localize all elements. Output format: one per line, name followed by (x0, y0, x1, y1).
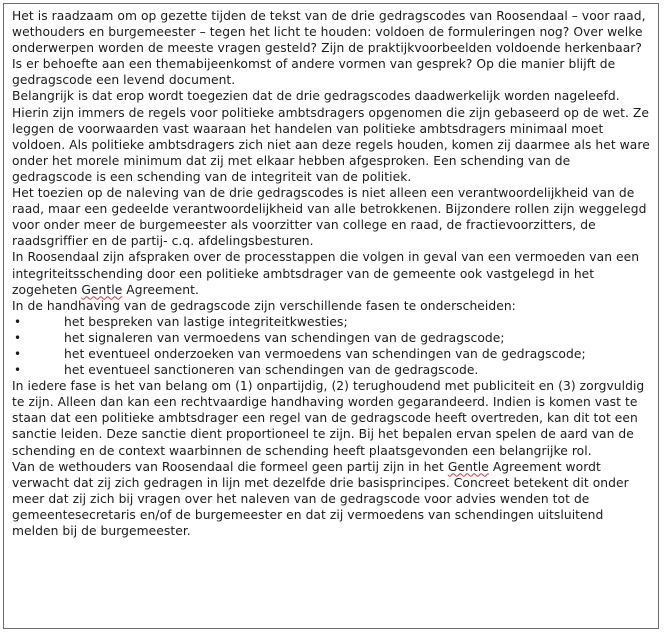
paragraph-shared-responsibility: Het toezien op de naleving van de drie gedragscodes is niet alleen een verantwoordelijkheid van de raad, maar een gedeelde verantwoordelijkheid van alle betrokkenen. Bijzondere rollen zijn weggelegd voor onder meer de burgemeester als voorzitter van college en raad, de fractievoorzitters, de raadsgriffier en de partij- c.q. afdelingsbesturen. (12, 186, 647, 249)
bullet-icon: • (14, 330, 22, 345)
paragraph-compliance: Belangrijk is dat erop wordt toegezien dat de drie gedragscodes daadwerkelijk worden nageleefd. Hierin zijn immers de regels voor politieke ambtsdragers opgenomen die zijn gebaseerd op de wet. Ze leggen de voorwaarden vast waaraan het handelen van politieke ambtsdragers minimaal moet voldoen. Als politieke ambtsdragers zich niet aan deze regels houden, komen zij daarmee als het ware onder het morele minimum dat zij met elkaar hebben afgesproken. Een schending van de gedragscode is een schending van de integriteit van de politiek. (12, 89, 650, 184)
paragraph-principles: In iedere fase is het van belang om (1) onpartijdig, (2) terughoudend met publiciteit en (3) zorgvuldig te zijn. Alleen dan kan een rechtvaardige handhaving worden gegarandeerd. Indien is komen vast te staan dat een politieke ambtsdrager een regel van de gedragscode heeft overtreden, kan dit tot een sanctie leiden. Deze sanctie dient proportioneel te zijn. Bij het bepalen ervan spelen de aard van de schending en de context waarbinnen de schending heeft plaatsgevonden een belangrijke rol. (12, 379, 645, 458)
bullet-icon: • (14, 314, 22, 329)
bullet-icon: • (14, 363, 22, 378)
document-text-box (3, 3, 659, 629)
bullet-icon: • (14, 346, 22, 361)
paragraph-aldermen-start: Van de wethouders van Roosendaal die formeel geen partij zijn in het (12, 459, 448, 474)
paragraph-agreement-start: In Roosendaal zijn afspraken over de processtappen die volgen in geval van een vermoeden van een integriteitsschending door een politieke ambtsdrager van de gemeente ook vastgelegd in het zogeheten (12, 250, 640, 297)
list-item (12, 330, 652, 346)
spellcheck-word-gentle: Gentle (447, 459, 489, 474)
phases-bullet-list (12, 314, 652, 378)
paragraph-review: Het is raadzaam om op gezette tijden de tekst van de drie gedragscodes van Roosendaal – voor raad, wethouders en burgemeester – tegen het licht te houden: voldoen de formuleringen nog? Over welke onderwerpen worden de meeste vragen gesteld? Zijn de praktijkvoorbeelden voldoende herkenbaar? Is er behoefte aan een themabijeenkomst of andere vormen van gesprek? Op die manier blijft de gedragscode een levend document. (12, 9, 646, 88)
paragraph-aldermen-end: Agreement wordt verwacht dat zij zich gedragen in lijn met dezelfde drie basisprincipes. Concreet betekent dit onder meer dat zij zich bij vragen over het naleven van de gedragscode voor advies wenden tot de gemeentesecretaris en/of de burgemeester en dat zij vermoedens van schendingen uitsluitend melden bij de burgemeester. (12, 459, 629, 538)
list-item-text: het eventueel sanctioneren van schendingen van de gedragscode. (64, 363, 479, 378)
list-item (12, 314, 652, 330)
list-item-text: het eventueel onderzoeken van vermoedens van schendingen van de gedragscode; (64, 346, 586, 361)
list-item-text: het signaleren van vermoedens van schendingen van de gedragscode; (64, 330, 505, 345)
paragraph-aldermen (12, 459, 652, 539)
paragraph-agreement-end: Agreement. (122, 282, 199, 297)
paragraph-phases-intro: In de handhaving van de gedragscode zijn verschillende fasen te onderscheiden: (12, 298, 516, 313)
list-item-text: het bespreken van lastige integriteitkwesties; (64, 314, 348, 329)
paragraph-agreement (12, 249, 652, 297)
list-item (12, 362, 652, 378)
spellcheck-word-gentle: Gentle (81, 282, 123, 297)
list-item (12, 346, 652, 362)
